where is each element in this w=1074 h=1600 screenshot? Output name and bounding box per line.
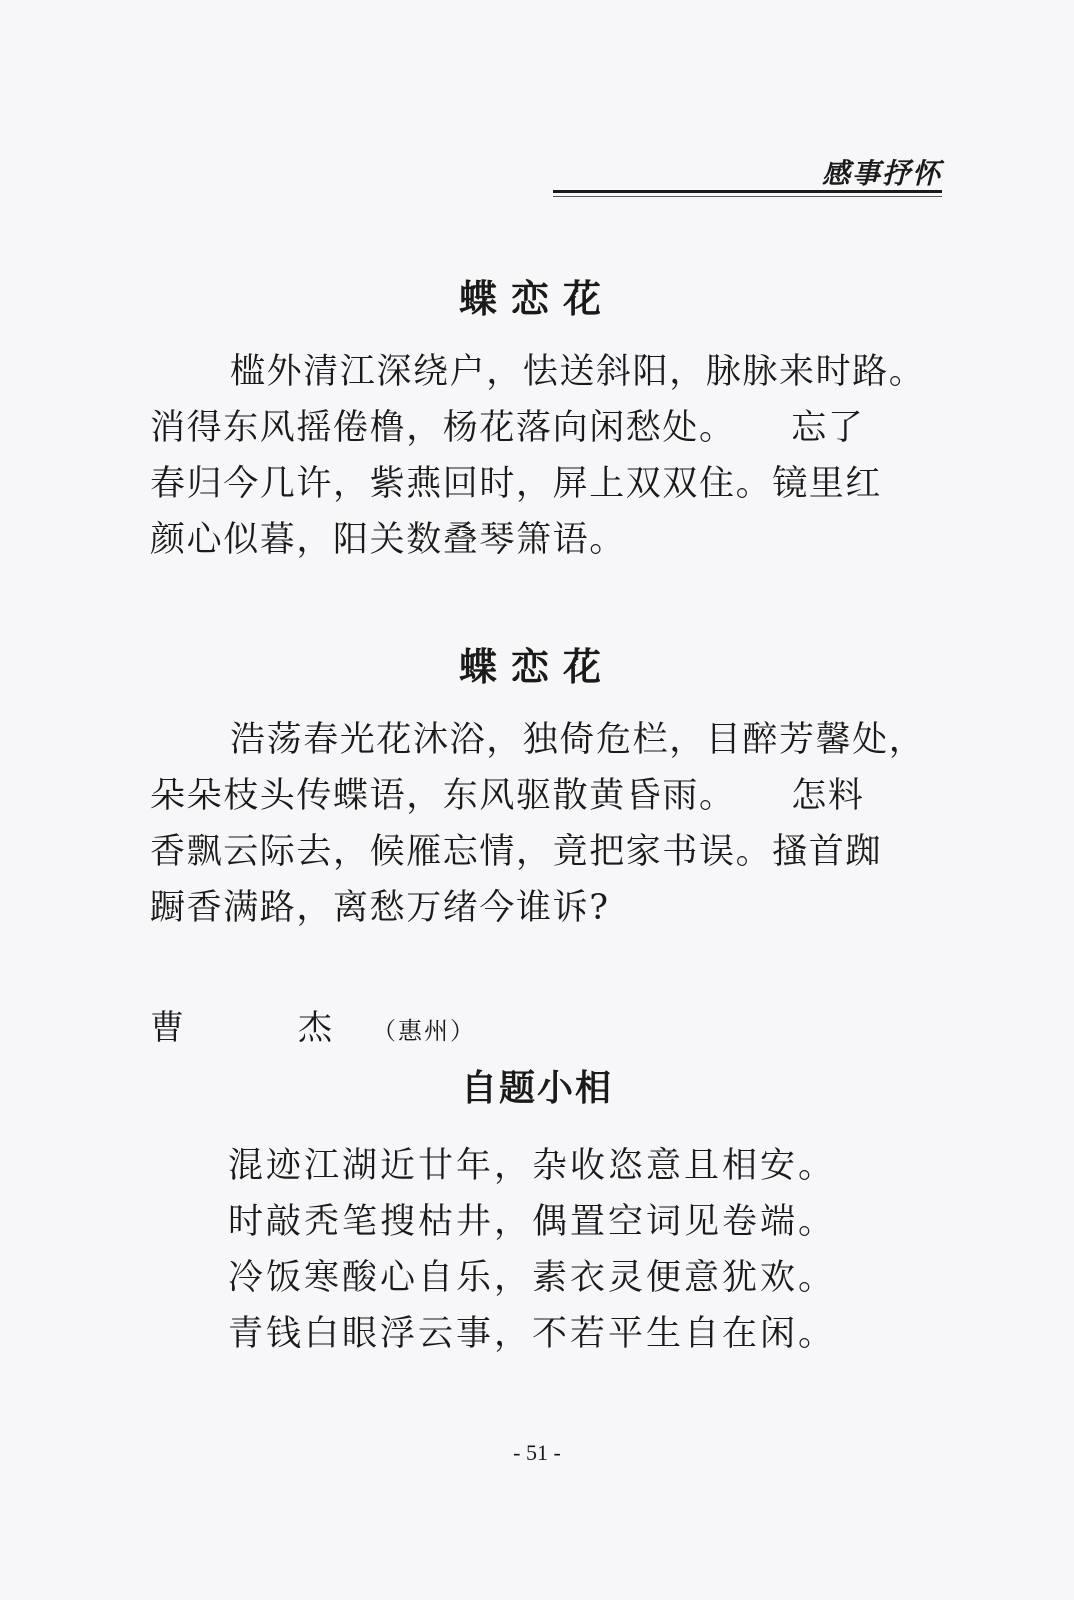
poem-line: 颜心似暮，阳关数叠琴箫语。 bbox=[150, 520, 626, 560]
poem-body bbox=[150, 344, 950, 568]
poem-line: 蹰香满路，离愁万绪今谁诉? bbox=[150, 888, 610, 928]
poem-body bbox=[150, 712, 950, 936]
poem-line: 春归今几许，紫燕回时，屏上双双住。镜里红 bbox=[150, 464, 883, 504]
poem-line: 时敲秃笔搜枯井，偶置空词见卷端。 bbox=[228, 1202, 837, 1242]
poem-line: 消得东风摇倦橹，杨花落向闲愁处。 忘了 bbox=[150, 408, 865, 448]
poem-line: 青钱白眼浮云事，不若平生自在闲。 bbox=[228, 1314, 837, 1354]
author-origin: （惠州） bbox=[372, 1017, 476, 1045]
poem-line: 混迹江湖近廿年，杂收恣意且相安。 bbox=[228, 1146, 837, 1186]
poem-title: 蝶恋花 bbox=[458, 645, 615, 689]
header-rule bbox=[553, 190, 942, 193]
section-title: 感事抒怀 bbox=[821, 157, 942, 190]
author-line bbox=[150, 1000, 476, 1049]
poem-line: 浩荡春光花沐浴，独倚危栏，目醉芳馨处， bbox=[230, 720, 926, 760]
author-name: 曹 杰 bbox=[150, 1008, 372, 1048]
poem-line: 冷饭寒酸心自乐，素衣灵便意犹欢。 bbox=[228, 1258, 837, 1298]
poem-title: 自题小相 bbox=[460, 1068, 613, 1109]
poem-line: 槛外清江深绕户，怯送斜阳，脉脉来时路。 bbox=[230, 352, 926, 392]
poem-body bbox=[228, 1138, 836, 1362]
poem-title: 蝶恋花 bbox=[458, 277, 615, 321]
header-rule-thin bbox=[553, 196, 942, 197]
poem-line: 香飘云际去，候雁忘情，竟把家书误。搔首踟 bbox=[150, 832, 883, 872]
poem-line: 朵朵枝头传蝶语，东风驱散黄昏雨。 怎料 bbox=[150, 776, 865, 816]
page-number: - 51 - bbox=[513, 1440, 561, 1465]
